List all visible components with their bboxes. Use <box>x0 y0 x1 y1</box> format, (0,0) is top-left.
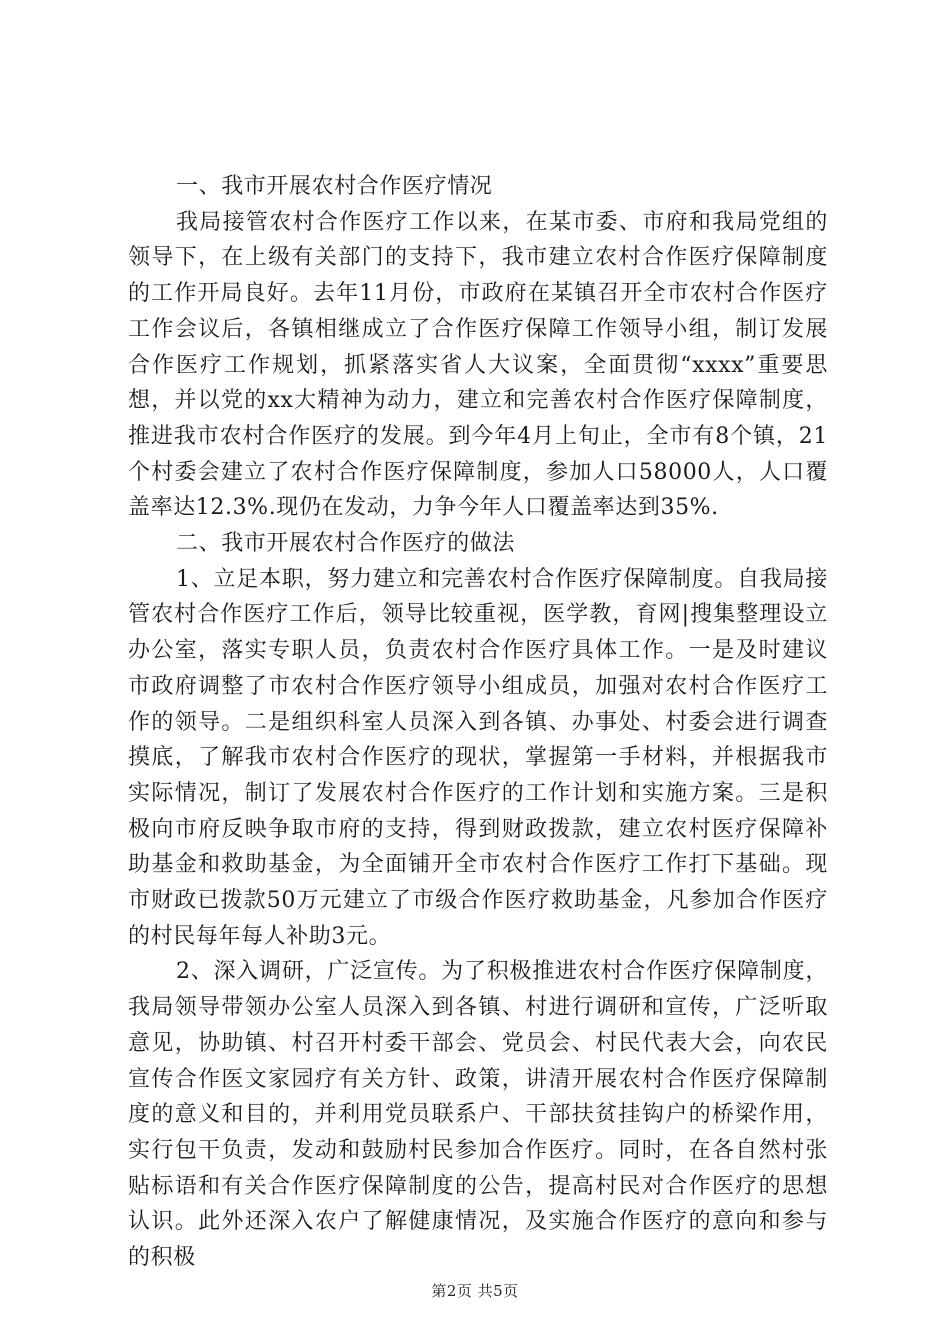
section1-heading: 一、我市开展农村合作医疗情况 <box>176 174 493 199</box>
section2-heading: 二、我市开展农村合作医疗的做法 <box>176 531 516 557</box>
item2-paragraph: 2、深入调研，广泛宣传。为了积极推进农村合作医疗保障制度，我局领导带领办公室人员深入到各镇、村进行调研和宣传，广泛听取意见，协助镇、村召开村委干部会、党员会、村民代表大会，向农民宣传合作医文家园疗有关方针、政策，讲清开展农村合作医疗保障制度的意义和目的，并利用党员联系户、干部扶贫挂钩户的桥梁作用，实行包干负责，发动和鼓励村民参加合作医疗。同时，在各自然村张贴标语和有关合作医疗保障制度的公告，提高村民对合作医疗的思想认识。此外还深入农户了解健康情况，及实施合作医疗的意向和参与的积极 <box>128 959 828 1271</box>
item1-paragraph: 1、立足本职，努力建立和完善农村合作医疗保障制度。自我局接管农村合作医疗工作后，领导比较重视，医学教，育网|搜集整理设立办公室，落实专职人员，负责农村合作医疗具体工作。一是及时建议市政府调整了市农村合作医疗领导小组成员，加强对农村合作医疗工作的领导。二是组织科室人员深入到各镇、办事处、村委会进行调查摸底，了解我市农村合作医疗的现状，掌握第一手材料，并根据我市实际情况，制订了发展农村合作医疗的工作计划和实施方案。三是积极向市府反映争取市府的支持，得到财政拨款，建立农村医疗保障补助基金和救助基金，为全面铺开全市农村合作医疗工作打下基础。现市财政已拨款50万元建立了市级合作医疗救助基金，凡参加合作医疗的村民每年每人补助3元。 <box>128 566 828 949</box>
document-body <box>128 169 828 1276</box>
page-number-footer: 第2页 共5页 <box>431 1282 519 1300</box>
section1-paragraph: 我局接管农村合作医疗工作以来，在某市委、市府和我局党组的领导下，在上级有关部门的支持下，我市建立农村合作医疗保障制度的工作开局良好。去年11月份，市政府在某镇召开全市农村合作医疗工作会议后，各镇相继成立了合作医疗保障工作领导小组，制订发展合作医疗工作规划，抓紧落实省人大议案，全面贯彻“xxxx”重要思想，并以党的xx大精神为动力，建立和完善农村合作医疗保障制度，推进我市农村合作医疗的发展。到今年4月上旬止，全市有8个镇，21个村委会建立了农村合作医疗保障制度，参加人口58000人，人口覆盖率达12.3%.现仍在发动，力争今年人口覆盖率达到35%. <box>128 209 828 521</box>
